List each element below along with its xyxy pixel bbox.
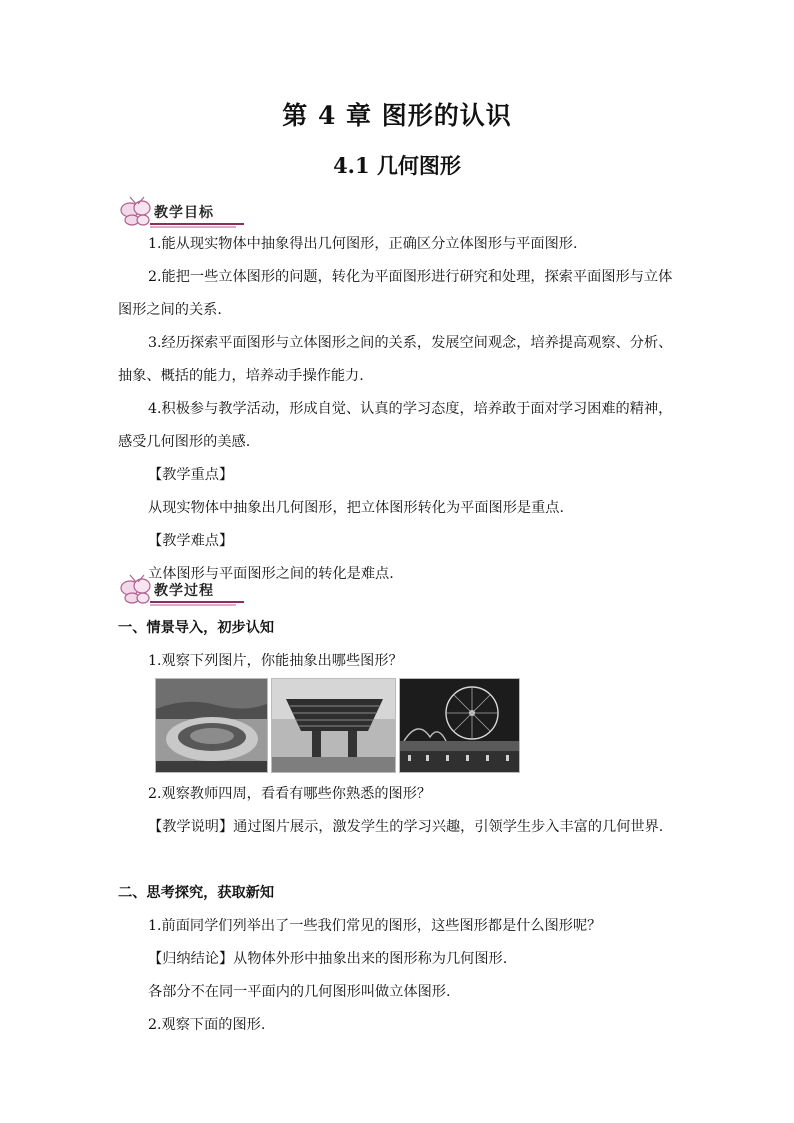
part1-question-2: 2.观察教师四周，看看有哪些你熟悉的图形？ xyxy=(148,786,432,802)
goal-item: 3.经历探索平面图形与立体图形之间的关系，发展空间观念，培养提高观察、分析、抽象、概括的能力，培养动手操作能力. xyxy=(118,335,673,384)
part2-heading: 二、思考探究，获取新知 xyxy=(118,885,275,901)
process-section-label: 教学过程 xyxy=(154,583,214,599)
part2-definition: 各部分不在同一平面内的几何图形叫做立体图形. xyxy=(148,984,451,1000)
section-title: 4.1 几何图形 xyxy=(333,153,461,178)
part1-question-1: 1.观察下列图片，你能抽象出哪些图形？ xyxy=(148,653,403,669)
pavilion-photo xyxy=(271,678,396,773)
ferris-wheel-photo xyxy=(399,678,520,773)
part2-question-2: 2.观察下面的图形. xyxy=(148,1017,266,1033)
key-point-heading: 【教学重点】 xyxy=(148,467,234,483)
process-section-header xyxy=(116,574,246,608)
part2-conclusion: 【归纳结论】从物体外形中抽象出来的图形称为几何图形. xyxy=(148,951,508,967)
part1-teaching-note: 【教学说明】通过图片展示，激发学生的学习兴趣，引领学生步入丰富的几何世界. xyxy=(148,819,664,835)
goal-item: 4.积极参与教学活动，形成自觉、认真的学习态度，培养敢于面对学习困难的精神，感受几何图形的美感. xyxy=(118,401,673,450)
key-point-text: 从现实物体中抽象出几何图形，把立体图形转化为平面图形是重点. xyxy=(148,500,564,516)
difficult-point-heading: 【教学难点】 xyxy=(148,533,234,549)
goals-section-label: 教学目标 xyxy=(154,205,214,221)
part2-question-1: 1.前面同学们列举出了一些我们常见的图形，这些图形都是什么图形呢？ xyxy=(148,918,602,934)
part1-heading: 一、情景导入，初步认知 xyxy=(118,620,275,636)
goals-section-header xyxy=(116,196,246,230)
goal-item: 1.能从现实物体中抽象得出几何图形，正确区分立体图形与平面图形. xyxy=(148,236,578,252)
goal-item: 2.能把一些立体图形的问题，转化为平面图形进行研究和处理，探索平面图形与立体图形之间的关系. xyxy=(118,269,673,318)
photo-strip xyxy=(155,678,520,773)
chapter-title: 第 4 章 图形的认识 xyxy=(282,101,512,130)
difficult-point-text: 立体图形与平面图形之间的转化是难点. xyxy=(148,566,394,582)
stadium-photo xyxy=(155,678,268,773)
